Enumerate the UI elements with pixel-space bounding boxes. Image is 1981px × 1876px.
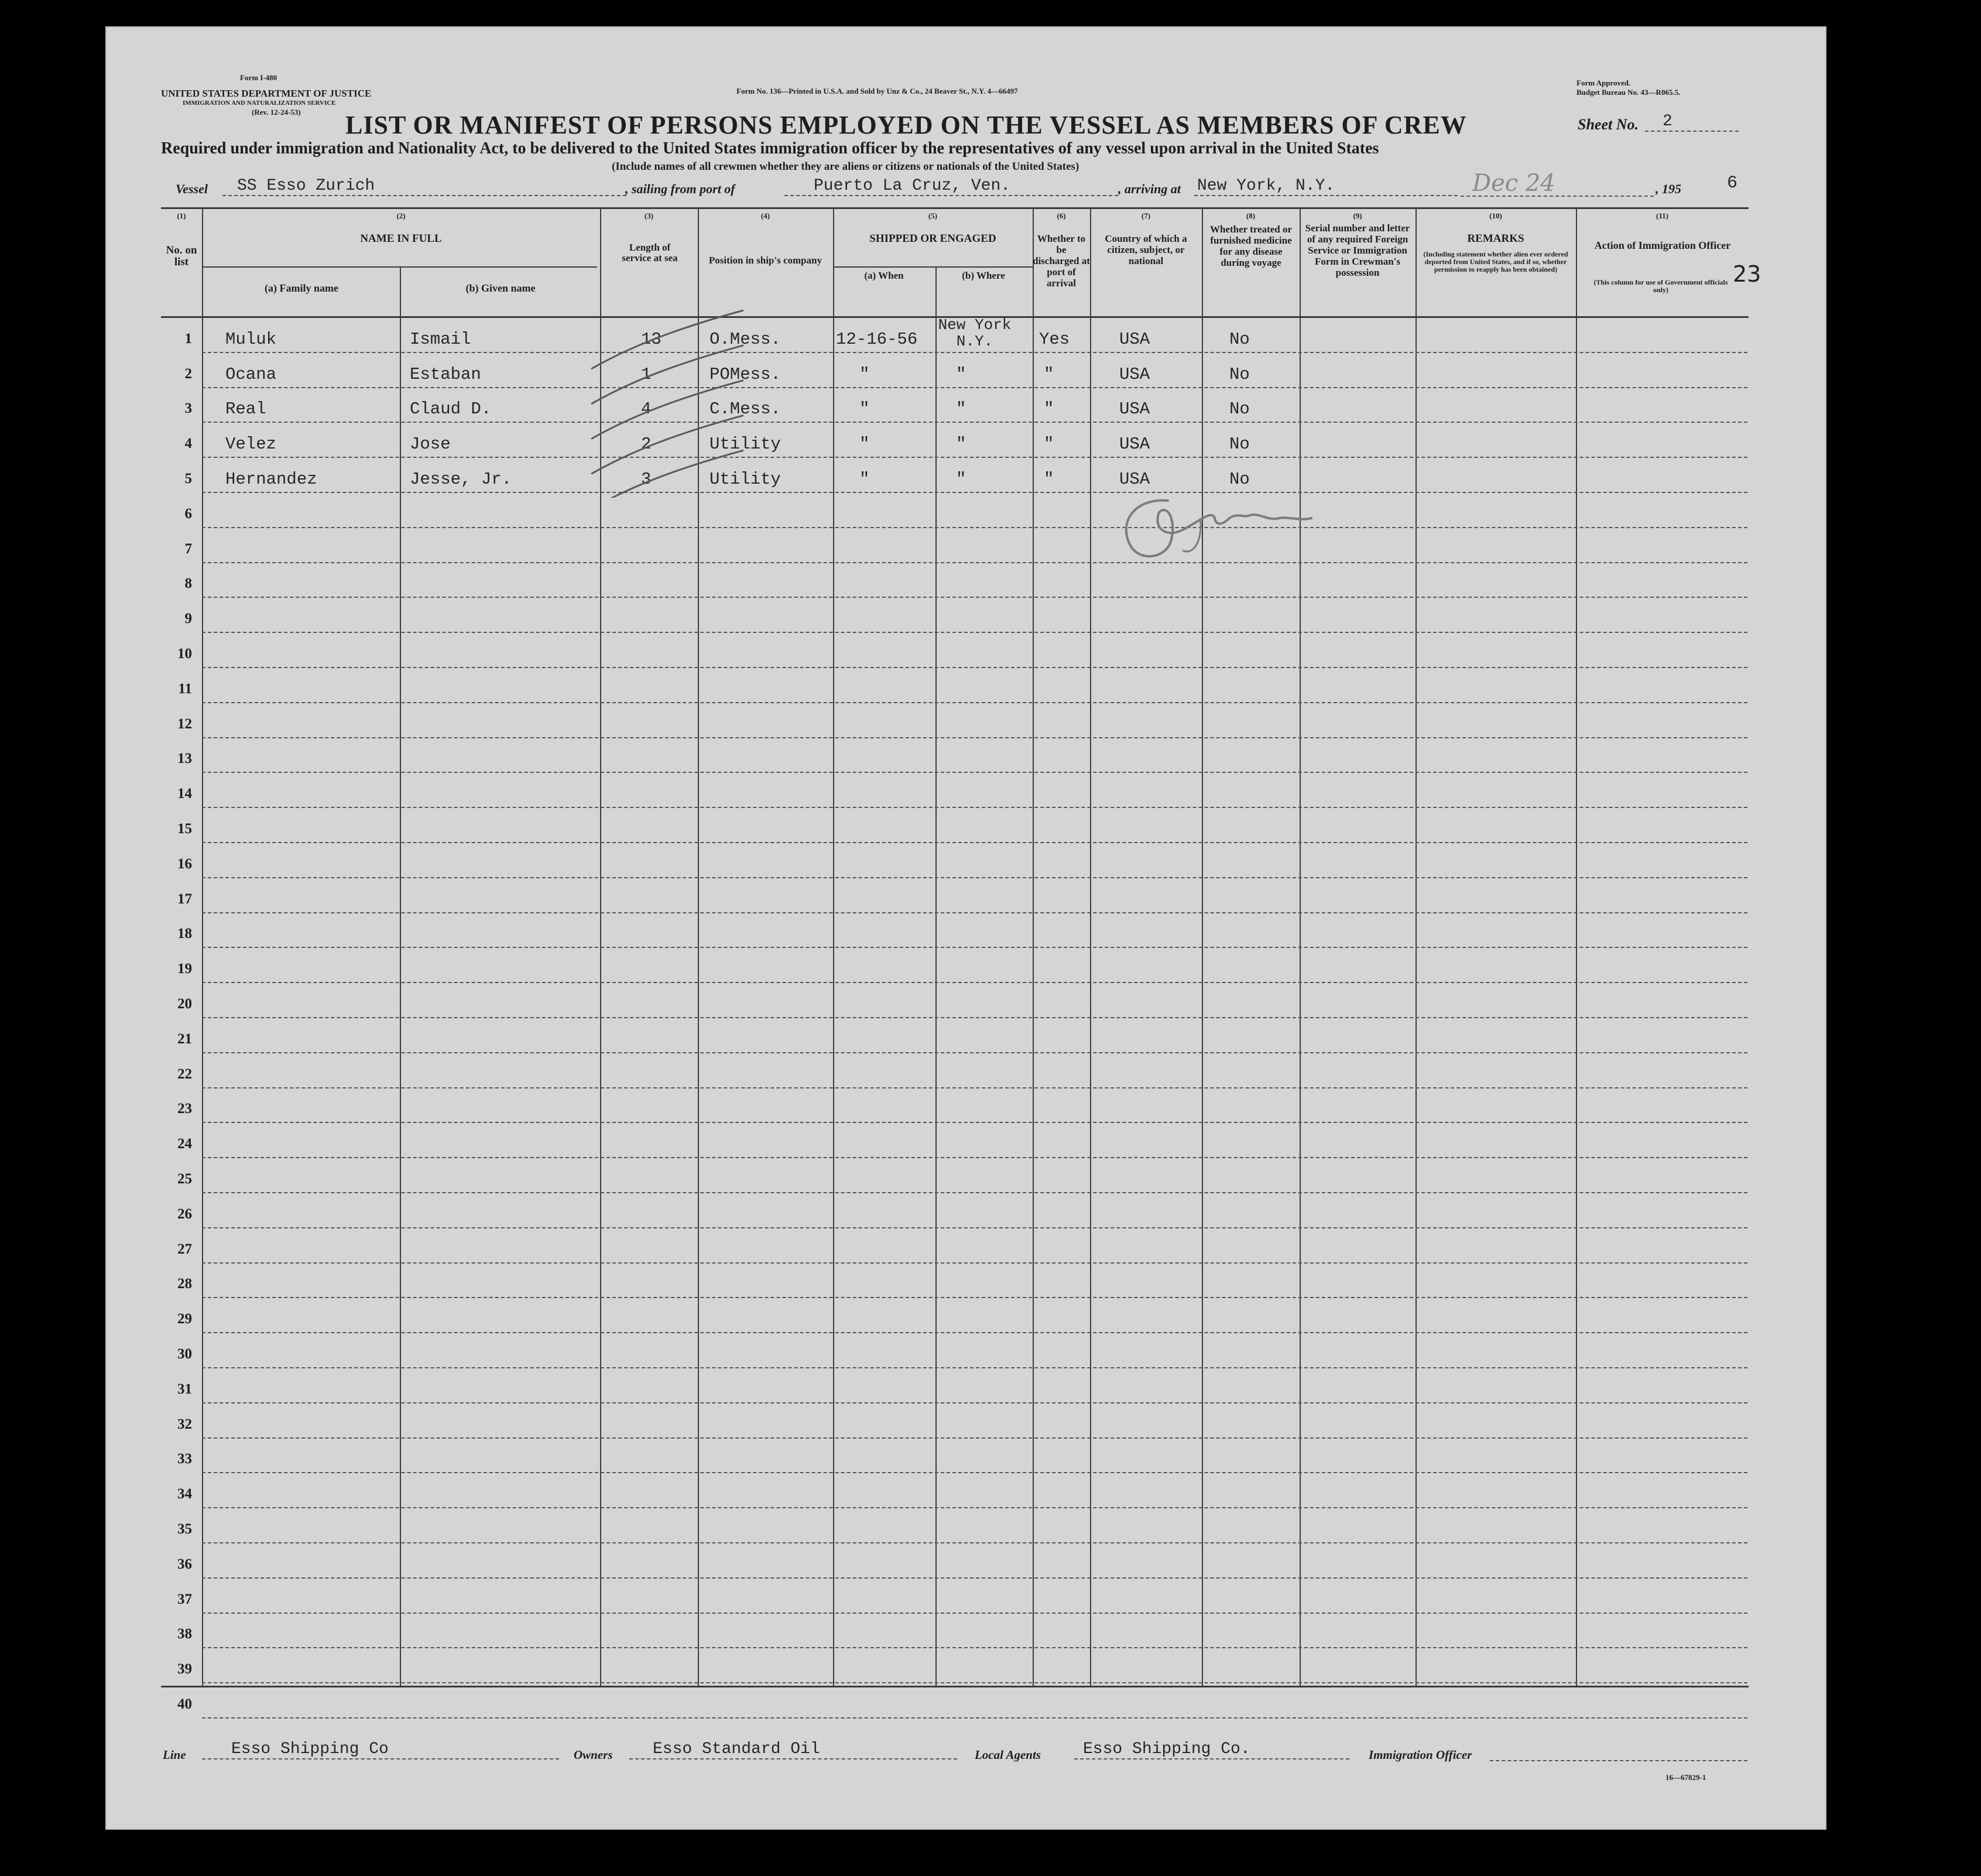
- country-cell: USA: [1119, 399, 1150, 419]
- row-number: 27: [177, 1241, 192, 1257]
- handwritten-date: Dec 24: [1472, 170, 1555, 197]
- col11-header: Action of Immigration Officer: [1594, 239, 1731, 251]
- col9-number: (9): [1353, 211, 1362, 220]
- form-subtitle: Required under immigration and Nationality Act, to be delivered to the United States immigration officer by the representatives of any vessel upon arrival in the United States: [161, 139, 1379, 158]
- row-number: 40: [177, 1696, 192, 1712]
- row-number: 30: [177, 1346, 192, 1362]
- pencil-check-mark: [591, 310, 743, 369]
- row-number: 11: [178, 681, 192, 697]
- country-cell: USA: [1119, 365, 1150, 384]
- service-length-cell: 1: [641, 365, 652, 384]
- table-bottom-rule: [161, 1686, 1749, 1687]
- row-rule: [202, 1437, 1747, 1439]
- row-number: 22: [177, 1066, 192, 1082]
- shipped-subrule: [833, 266, 1033, 268]
- arrival-port: New York, N.Y.: [1194, 177, 1458, 196]
- row-number: 26: [177, 1206, 192, 1222]
- col10-note: (Including statement whether alien ever ordered deported from United States, and if so, whether permission to reapply has been obtained): [1423, 250, 1568, 273]
- sailing-label: , sailing from port of: [625, 182, 735, 196]
- row-rule: [202, 1647, 1747, 1648]
- row-rule: [202, 1542, 1747, 1543]
- row-rule: [202, 387, 1747, 388]
- row-rule: [202, 1577, 1747, 1579]
- row-number: 13: [177, 751, 192, 766]
- row-number: 20: [177, 996, 192, 1012]
- discharged-cell: ": [1044, 365, 1054, 384]
- form-rev: (Rev. 12-24-53): [252, 108, 301, 117]
- pencil-check-marks: [585, 287, 761, 498]
- shipped-when-cell: 12-16-56: [836, 330, 918, 349]
- row-rule: [202, 1297, 1747, 1298]
- vessel-label: Vessel: [176, 182, 208, 196]
- row-number: 1: [184, 331, 192, 347]
- col2b-header: (b) Given name: [465, 282, 536, 294]
- row-rule: [202, 807, 1747, 808]
- shipped-when-cell: ": [859, 434, 870, 454]
- family-name-cell: Muluk: [225, 330, 277, 349]
- col3-number: (3): [644, 211, 654, 220]
- pencil-check-mark: [591, 415, 743, 474]
- arrival-date-line: [1461, 170, 1654, 197]
- line-value: Esso Shipping Co: [202, 1740, 559, 1759]
- year-digit: 6: [1727, 173, 1738, 193]
- pencil-check-mark: [591, 381, 743, 439]
- row-number: 3: [184, 400, 192, 416]
- col2a-header: (a) Family name: [265, 282, 338, 294]
- row-number: 21: [177, 1031, 192, 1047]
- shipped-where-cell: ": [956, 434, 966, 454]
- row-rule: [202, 527, 1747, 528]
- immigration-officer-signature: [1112, 486, 1335, 574]
- row-number: 31: [177, 1381, 192, 1397]
- col8-header: Whether treated or furnished medicine for any disease during voyage: [1209, 224, 1293, 268]
- service-length-cell: 3: [641, 470, 652, 489]
- row-rule: [202, 1087, 1747, 1088]
- country-cell: USA: [1119, 330, 1150, 349]
- family-name-cell: Hernandez: [225, 470, 317, 489]
- position-cell: Utility: [710, 434, 781, 454]
- col8-number: (8): [1246, 211, 1256, 220]
- row-number: 4: [184, 436, 192, 451]
- row-rule: [202, 1507, 1747, 1508]
- row-number: 9: [184, 611, 192, 627]
- position-cell: Utility: [710, 470, 781, 489]
- officer-label: Immigration Officer: [1369, 1748, 1472, 1762]
- shipped-where-cell: ": [956, 365, 966, 384]
- service-length-cell: 4: [641, 399, 652, 419]
- budget-bureau: Budget Bureau No. 43—R065.5.: [1576, 88, 1681, 97]
- line-label: Line: [163, 1748, 186, 1762]
- row-number: 6: [184, 506, 192, 522]
- shipped-when-cell: ": [859, 470, 870, 489]
- shipped-where-cell: ": [956, 399, 966, 419]
- vessel-name: SS Esso Zurich: [222, 177, 626, 196]
- col10-header: REMARKS: [1467, 232, 1524, 245]
- given-name-cell: Jose: [410, 434, 451, 454]
- arriving-label: , arriving at: [1118, 182, 1181, 196]
- row-rule: [202, 1717, 1747, 1718]
- row-number: 18: [177, 926, 192, 942]
- row-rule: [202, 1472, 1747, 1473]
- row-number: 10: [177, 646, 192, 662]
- row-number: 17: [177, 891, 192, 907]
- row-rule: [202, 1122, 1747, 1123]
- row-rule: [202, 1052, 1747, 1053]
- row-number: 32: [177, 1416, 192, 1432]
- col10-number: (10): [1489, 211, 1502, 220]
- row-rule: [202, 1402, 1747, 1403]
- sheet-label: Sheet No.: [1578, 116, 1639, 133]
- row-rule: [202, 1332, 1747, 1333]
- col4-number: (4): [760, 211, 770, 220]
- row-rule: [202, 842, 1747, 843]
- form-approved: Form Approved.: [1576, 78, 1631, 87]
- row-rule: [202, 702, 1747, 703]
- row-rule: [202, 982, 1747, 983]
- col4-header: Position in ship's company: [708, 255, 822, 266]
- row-rule: [202, 667, 1747, 668]
- print-code: 16—67829-1: [1665, 1773, 1706, 1782]
- table-top-rule: [161, 207, 1749, 209]
- row-rule: [202, 737, 1747, 738]
- family-name-cell: Real: [225, 399, 266, 419]
- row-number: 12: [177, 716, 192, 732]
- agents-value: Esso Shipping Co.: [1074, 1740, 1349, 1759]
- year-prefix: , 195: [1656, 182, 1681, 196]
- row-number: 36: [177, 1556, 192, 1572]
- row-number: 25: [177, 1171, 192, 1187]
- row-number: 28: [177, 1276, 192, 1292]
- row-number: 24: [177, 1136, 192, 1152]
- row-rule: [202, 1682, 1747, 1683]
- row-number: 15: [177, 821, 192, 837]
- service-length-cell: 13: [641, 330, 662, 349]
- treated-cell: No: [1229, 399, 1250, 419]
- row-rule: [202, 492, 1747, 493]
- discharged-cell: ": [1044, 399, 1054, 419]
- shipped-where-cell: ": [956, 470, 966, 489]
- pencil-check-mark: [591, 345, 743, 404]
- position-cell: O.Mess.: [710, 330, 781, 349]
- row-number: 14: [177, 786, 192, 802]
- family-name-cell: Ocana: [225, 365, 277, 384]
- row-rule: [202, 422, 1747, 423]
- owners-label: Owners: [574, 1748, 613, 1762]
- sailing-port: Puerto La Cruz, Ven.: [784, 177, 1118, 196]
- row-rule: [202, 912, 1747, 913]
- pencil-check-mark: [591, 450, 743, 498]
- shipped-when-cell: ": [859, 365, 870, 384]
- treated-cell: No: [1229, 434, 1250, 454]
- row-rule: [202, 772, 1747, 773]
- row-rule: [202, 457, 1747, 458]
- name-subrule: [202, 266, 597, 268]
- position-cell: POMess.: [710, 365, 781, 384]
- col5-number: (5): [928, 211, 938, 220]
- row-rule: [202, 1367, 1747, 1368]
- form-note: (Include names of all crewmen whether they are aliens or citizens or nationals of the United States): [612, 160, 1079, 173]
- row-rule: [202, 352, 1747, 353]
- agents-label: Local Agents: [975, 1748, 1041, 1762]
- form-title: LIST OR MANIFEST OF PERSONS EMPLOYED ON THE VESSEL AS MEMBERS OF CREW: [345, 111, 1467, 139]
- col2-number: (2): [396, 211, 406, 220]
- row-rule: [202, 597, 1747, 598]
- row-rule: [202, 1192, 1747, 1193]
- discharged-cell: ": [1044, 470, 1054, 489]
- col11-number: (11): [1656, 211, 1668, 220]
- col7-number: (7): [1141, 211, 1151, 220]
- row-number: 39: [177, 1661, 192, 1677]
- row-number: 16: [177, 856, 192, 872]
- treated-cell: No: [1229, 365, 1250, 384]
- country-cell: USA: [1119, 434, 1150, 454]
- row-number: 7: [184, 541, 192, 557]
- service-name: IMMIGRATION AND NATURALIZATION SERVICE: [183, 100, 336, 107]
- row-number: 5: [184, 471, 192, 487]
- row-number: 29: [177, 1311, 192, 1327]
- col1-number: (1): [177, 211, 186, 220]
- col7-header: Country of which a citizen, subject, or national: [1105, 233, 1187, 266]
- col3-header: Length of service at sea: [622, 242, 678, 263]
- row-rule: [202, 1262, 1747, 1264]
- row-number: 33: [177, 1451, 192, 1467]
- given-name-cell: Jesse, Jr.: [410, 470, 512, 489]
- col11-note: (This column for use of Government officials only): [1593, 278, 1728, 294]
- dept-name: UNITED STATES DEPARTMENT OF JUSTICE: [161, 88, 372, 99]
- shipped-when-cell: ": [859, 399, 870, 419]
- position-cell: C.Mess.: [710, 399, 781, 419]
- country-cell: USA: [1119, 470, 1150, 489]
- discharged-cell: Yes: [1039, 330, 1070, 349]
- row-number: 34: [177, 1486, 192, 1502]
- row-rule: [202, 1157, 1747, 1158]
- given-name-cell: Estaban: [410, 365, 481, 384]
- col5a-header: (a) When: [864, 270, 904, 281]
- col6-number: (6): [1057, 211, 1066, 220]
- sheet-number: 2: [1645, 112, 1739, 132]
- row-number: 23: [177, 1101, 192, 1117]
- col5b-header: (b) Where: [962, 270, 1005, 281]
- row-number: 19: [177, 961, 192, 977]
- row-rule: [202, 1017, 1747, 1018]
- row-rule: [202, 1613, 1747, 1614]
- row-rule: [202, 562, 1747, 563]
- treated-cell: No: [1229, 330, 1250, 349]
- col1-header: No. on list: [166, 244, 197, 268]
- row-rule: [202, 947, 1747, 948]
- col5-header: SHIPPED OR ENGAGED: [869, 232, 996, 245]
- row-number: 8: [184, 576, 192, 591]
- row-rule: [202, 1227, 1747, 1228]
- treated-cell: No: [1229, 470, 1250, 489]
- shipped-where-cell: New York N.Y.: [938, 316, 1012, 350]
- col9-header: Serial number and letter of any required Foreign Service or Immigration Form in Crewman's possession: [1305, 222, 1410, 278]
- service-length-cell: 2: [641, 434, 652, 454]
- col6-header: Whether to be discharged at port of arrival: [1033, 233, 1090, 289]
- owners-value: Esso Standard Oil: [629, 1740, 957, 1759]
- row-rule: [202, 877, 1747, 878]
- printer-line: Form No. 136—Printed in U.S.A. and Sold by Unz & Co., 24 Beaver St., N.Y. 4—66497: [736, 87, 1018, 95]
- row-number: 35: [177, 1521, 192, 1537]
- given-name-cell: Claud D.: [410, 399, 492, 419]
- row-rule: [202, 632, 1747, 633]
- family-name-cell: Velez: [225, 434, 277, 454]
- col2-header: NAME IN FULL: [360, 232, 442, 245]
- given-name-cell: Ismail: [410, 330, 471, 349]
- page-number: 23: [1733, 261, 1761, 287]
- officer-line: [1490, 1740, 1747, 1761]
- row-number: 37: [177, 1591, 192, 1607]
- manifest-sheet: [105, 26, 1826, 1830]
- discharged-cell: ": [1044, 434, 1054, 454]
- row-number: 38: [177, 1626, 192, 1642]
- form-id: Form I-480: [240, 73, 277, 82]
- row-number: 2: [184, 366, 192, 382]
